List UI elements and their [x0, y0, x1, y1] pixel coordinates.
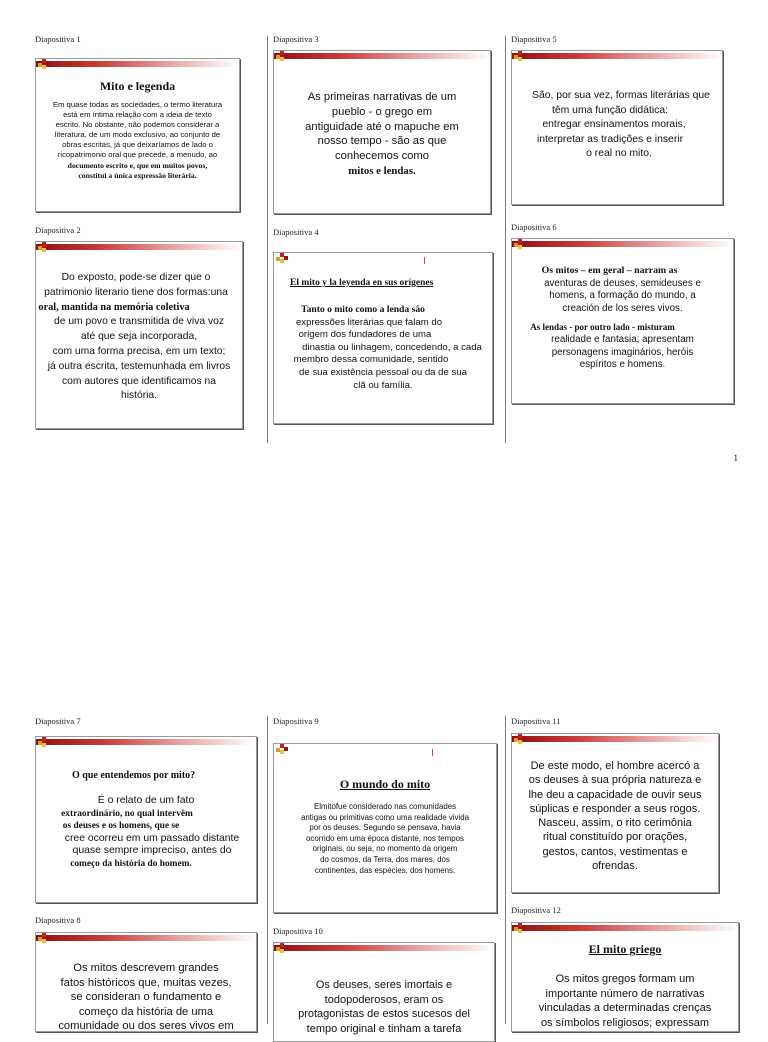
slide-header-bar — [36, 739, 256, 745]
slide-label: Diapositiva 7 — [35, 716, 81, 726]
slide-2 — [35, 241, 243, 429]
slide-header-bar — [36, 61, 239, 67]
slide-label: Diapositiva 2 — [35, 225, 81, 235]
slide-label: Diapositiva 12 — [511, 905, 561, 915]
slide-label: Diapositiva 5 — [511, 34, 557, 44]
slide-text: É o relato de um fato extraordinário, no qual intervêm os deuses e os homens, que se cree ocorreu em um passado distante quase sempre impreciso, antes do começo da história do homem. — [61, 795, 240, 869]
slide-text: Tanto o mito como a lenda são expressões literárias que falam do origem dos fundadores de uma dinastia ou linhagem, concedendo, a cada membro dessa comunidade, sentido de sua existência pessoal ou da de sua clã ou família. — [293, 304, 482, 391]
slide-label: Diapositiva 1 — [35, 34, 81, 44]
slide-title: O mundo do mito — [339, 777, 431, 791]
slide-header-bar — [512, 53, 722, 59]
slide-header-bar — [274, 53, 490, 59]
slide-text: Os mitos gregos formam um importante número de narrativas vinculadas a determinadas crenças os símbolos religiosos; expressam — [538, 973, 712, 1029]
slide-header-bar — [36, 935, 256, 941]
slide-marker — [424, 257, 425, 264]
slide-logo-icon — [38, 59, 50, 71]
slide-marker — [432, 749, 433, 756]
slide-8 — [35, 932, 257, 1032]
slide-header-bar — [274, 255, 492, 261]
slide-header-bar — [274, 746, 496, 752]
slide-logo-icon — [276, 51, 288, 63]
slide-1 — [35, 58, 240, 212]
column-divider — [505, 36, 506, 443]
slide-logo-icon — [276, 744, 288, 756]
slide-header-bar — [512, 241, 733, 247]
slide-title: O que entendemos por mito? — [72, 770, 196, 781]
slide-text: Os mitos – em geral – narram as aventuras de deuses, semideuses e homens, a formação do mundo, a creación de los seres vivos. As lendas - por outro lado - misturam realidade e fantasia; apresentam personagens imaginários, heróis espíritos e homens. — [530, 265, 701, 371]
slide-9 — [273, 743, 497, 913]
slide-header-bar — [512, 925, 738, 931]
slide-title: Mito e legenda — [99, 79, 176, 93]
slide-label: Diapositiva 3 — [273, 34, 319, 44]
slide-text: Os deuses, seres imortais e todopoderosos, eram os protagonistas de estos sucesos del tempo original e tinham a tarefa — [298, 979, 470, 1035]
column-divider — [267, 36, 268, 443]
slide-title: El mito y la leyenda en sus orígenes — [290, 278, 434, 288]
slide-text: Em quase todas as sociedades, o termo literatura está em íntima relação com a ideia de texto escrito. No obstante, não podemos considerar a literatura, de um modo exclusivo, ao conjunto de obras escritas, já que deixaríamos de lado o ricopatrimonio oral que precede, a menudo, ao documento escrito e, que em muitos povos, constitui a única expressão literária. — [52, 100, 223, 180]
column-divider — [267, 716, 268, 1024]
slide-text: Os mitos descrevem grandes fatos históricos que, muitas vezes, se consideran o fundamento e começo da história de uma comunidade ou dos seres vivos em — [58, 962, 234, 1032]
slide-label: Diapositiva 11 — [511, 716, 561, 726]
slide-text: São, por sua vez, formas literárias que têm uma função didática: entregar ensinamentos morais, interpretar as tradições e inserir o real no mito. — [532, 90, 710, 159]
slide-6 — [511, 238, 734, 404]
slide-title: El mito griego — [588, 942, 662, 956]
column-divider — [505, 716, 506, 1024]
slide-label: Diapositiva 4 — [273, 227, 319, 237]
slide-logo-icon — [514, 51, 526, 63]
slide-3 — [273, 50, 491, 214]
slide-7 — [35, 736, 257, 903]
slide-logo-icon — [514, 734, 526, 746]
slide-logo-icon — [38, 242, 50, 254]
slide-logo-icon — [38, 933, 50, 945]
slide-text: As primeiras narrativas de um pueblo - o grego em antiguidade até o mapuche em nosso tempo - são as que conhecemos como mitos e lendas. — [305, 91, 459, 177]
slide-logo-icon — [38, 737, 50, 749]
slide-text: De este modo, el hombre acercó a os deuses à sua própria natureza e lhe deu a capacidade de ouvir seus súplicas e responder a seus rogos. Nasceu, assim, o rito cerimônia ritual constituído por orações, gestos, cantos, vestimentas e ofrendas. — [528, 760, 702, 873]
page-number: 1 — [733, 453, 738, 463]
slide-label: Diapositiva 6 — [511, 222, 557, 232]
slide-11 — [511, 733, 719, 893]
slide-logo-icon — [514, 923, 526, 935]
slide-header-bar — [512, 736, 718, 742]
slide-header-bar — [36, 244, 242, 250]
slide-text: Do exposto, pode-se dizer que o patrimonio literario tiene dos formas:una oral, mantida na memória coletiva de um povo e transmitida de viva voz até que seja incorporada, com uma forma precisa, em um texto; já outra escrita, testemunhada em livros com autores que identificamos na história. — [38, 272, 231, 402]
slide-label: Diapositiva 8 — [35, 915, 81, 925]
slide-logo-icon — [276, 253, 288, 265]
slide-label: Diapositiva 9 — [273, 716, 319, 726]
slide-logo-icon — [514, 239, 526, 251]
slide-12 — [511, 922, 739, 1032]
slide-text: Elmitofue considerado nas comunidades antigas ou primitivas como uma realidade vivida por os deuses. Segundo se pensava, havia ocorrido em uma época distante, nos tempos originais, ou seja, no momento da origem do cosmos, da Terra, dos mares, dos continentes, das espécies, dos homens. — [301, 802, 469, 875]
slide-logo-icon — [276, 943, 288, 955]
slide-4 — [273, 252, 493, 424]
slide-10 — [273, 942, 495, 1042]
slide-5 — [511, 50, 723, 205]
slide-header-bar — [274, 945, 494, 951]
slide-label: Diapositiva 10 — [273, 926, 323, 936]
